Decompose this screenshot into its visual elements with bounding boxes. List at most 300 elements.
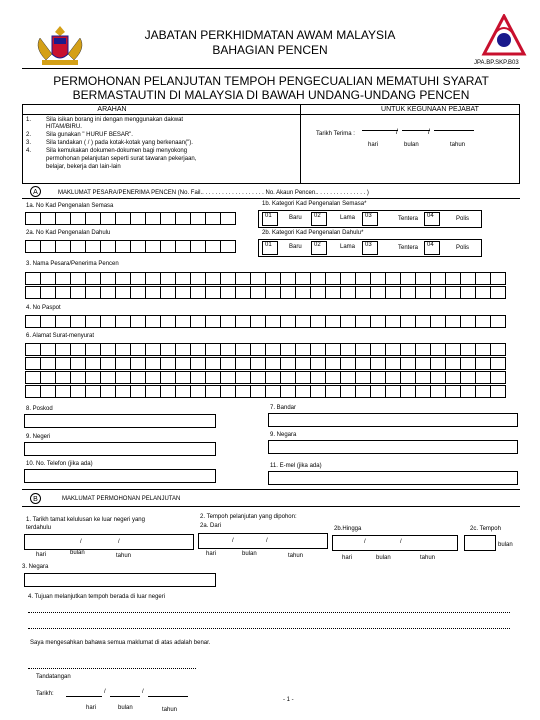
- section-b-rule: [22, 506, 520, 507]
- char-cell[interactable]: [130, 371, 146, 384]
- char-cell[interactable]: [385, 315, 401, 328]
- char-cell[interactable]: [415, 343, 431, 356]
- char-cell[interactable]: [100, 240, 116, 253]
- char-cell[interactable]: [370, 385, 386, 398]
- pensioner-name-row1[interactable]: [26, 272, 506, 285]
- char-cell[interactable]: [205, 240, 221, 253]
- char-cell[interactable]: [85, 385, 101, 398]
- char-cell[interactable]: [475, 272, 491, 285]
- char-cell[interactable]: [340, 385, 356, 398]
- char-cell[interactable]: [85, 315, 101, 328]
- char-cell[interactable]: [40, 357, 56, 370]
- char-cell[interactable]: [40, 385, 56, 398]
- char-cell[interactable]: [160, 357, 176, 370]
- char-cell[interactable]: [400, 357, 416, 370]
- char-cell[interactable]: [385, 286, 401, 299]
- char-cell[interactable]: [475, 286, 491, 299]
- char-cell[interactable]: [115, 240, 131, 253]
- char-cell[interactable]: [160, 272, 176, 285]
- char-cell[interactable]: [400, 385, 416, 398]
- char-cell[interactable]: [415, 272, 431, 285]
- char-cell[interactable]: [460, 385, 476, 398]
- char-cell[interactable]: [340, 343, 356, 356]
- char-cell[interactable]: [310, 343, 326, 356]
- char-cell[interactable]: [310, 286, 326, 299]
- char-cell[interactable]: [235, 357, 251, 370]
- char-cell[interactable]: [25, 315, 41, 328]
- char-cell[interactable]: [475, 343, 491, 356]
- char-cell[interactable]: [70, 343, 86, 356]
- char-cell[interactable]: [25, 343, 41, 356]
- char-cell[interactable]: [70, 371, 86, 384]
- char-cell[interactable]: [160, 371, 176, 384]
- char-cell[interactable]: [115, 315, 131, 328]
- char-cell[interactable]: [55, 212, 71, 225]
- char-cell[interactable]: [220, 385, 236, 398]
- char-cell[interactable]: [430, 286, 446, 299]
- prev-approval-expiry-date[interactable]: [24, 534, 194, 550]
- char-cell[interactable]: [235, 385, 251, 398]
- char-cell[interactable]: [460, 357, 476, 370]
- address-row1[interactable]: [26, 343, 506, 356]
- char-cell[interactable]: [85, 357, 101, 370]
- char-cell[interactable]: [325, 371, 341, 384]
- purpose-label: 4. Tujuan melanjutkan tempoh berada di luar negeri: [28, 594, 166, 600]
- extension-until-label: 2b.Hingga: [334, 526, 362, 532]
- received-year-field[interactable]: [434, 130, 474, 131]
- char-cell[interactable]: [445, 272, 461, 285]
- instruction-item: permohonan pelanjutan seperti surat tawaran pekerjaan,: [46, 156, 197, 162]
- char-cell[interactable]: [145, 343, 161, 356]
- char-cell[interactable]: [40, 212, 56, 225]
- char-cell[interactable]: [370, 371, 386, 384]
- phone-label: 10. No. Telefon (jika ada): [26, 461, 93, 467]
- char-cell[interactable]: [175, 272, 191, 285]
- char-cell[interactable]: [40, 240, 56, 253]
- char-cell[interactable]: [145, 315, 161, 328]
- char-cell[interactable]: [145, 371, 161, 384]
- char-cell[interactable]: [490, 272, 506, 285]
- char-cell[interactable]: [220, 371, 236, 384]
- char-cell[interactable]: [130, 357, 146, 370]
- char-cell[interactable]: [310, 315, 326, 328]
- char-cell[interactable]: [100, 385, 116, 398]
- char-cell[interactable]: [145, 272, 161, 285]
- char-cell[interactable]: [400, 371, 416, 384]
- extension-from-date[interactable]: [198, 533, 328, 549]
- purpose-line-2[interactable]: [28, 628, 510, 629]
- char-cell[interactable]: [400, 286, 416, 299]
- char-cell[interactable]: [310, 272, 326, 285]
- char-cell[interactable]: [145, 357, 161, 370]
- char-cell[interactable]: [415, 286, 431, 299]
- char-cell[interactable]: [250, 371, 266, 384]
- char-cell[interactable]: [115, 357, 131, 370]
- char-cell[interactable]: [295, 286, 311, 299]
- char-cell[interactable]: [175, 371, 191, 384]
- char-cell[interactable]: [430, 357, 446, 370]
- char-cell[interactable]: [175, 385, 191, 398]
- sign-date-month[interactable]: [110, 696, 140, 697]
- char-cell[interactable]: [430, 315, 446, 328]
- char-cell[interactable]: [70, 240, 86, 253]
- char-cell[interactable]: [220, 240, 236, 253]
- char-cell[interactable]: [280, 286, 296, 299]
- char-cell[interactable]: [175, 240, 191, 253]
- purpose-line-1[interactable]: [28, 612, 510, 613]
- char-cell[interactable]: [430, 371, 446, 384]
- pensioner-name-row2[interactable]: [26, 286, 506, 299]
- char-cell[interactable]: [130, 240, 146, 253]
- char-cell[interactable]: [280, 371, 296, 384]
- char-cell[interactable]: [310, 357, 326, 370]
- char-cell[interactable]: [115, 212, 131, 225]
- char-cell[interactable]: [235, 315, 251, 328]
- char-cell[interactable]: [445, 286, 461, 299]
- char-cell[interactable]: [475, 371, 491, 384]
- char-cell[interactable]: [55, 272, 71, 285]
- char-cell[interactable]: [160, 240, 176, 253]
- char-cell[interactable]: [205, 272, 221, 285]
- char-cell[interactable]: [160, 385, 176, 398]
- char-cell[interactable]: [70, 272, 86, 285]
- char-cell[interactable]: [190, 371, 206, 384]
- char-cell[interactable]: [55, 343, 71, 356]
- char-cell[interactable]: [25, 286, 41, 299]
- char-cell[interactable]: [130, 286, 146, 299]
- char-cell[interactable]: [70, 385, 86, 398]
- char-cell[interactable]: [475, 385, 491, 398]
- char-cell[interactable]: [295, 357, 311, 370]
- char-cell[interactable]: [130, 343, 146, 356]
- country-input[interactable]: [268, 440, 518, 454]
- char-cell[interactable]: [265, 315, 281, 328]
- char-cell[interactable]: [445, 371, 461, 384]
- char-cell[interactable]: [70, 212, 86, 225]
- char-cell[interactable]: [385, 343, 401, 356]
- char-cell[interactable]: [40, 315, 56, 328]
- char-cell[interactable]: [85, 240, 101, 253]
- char-cell[interactable]: [235, 371, 251, 384]
- char-cell[interactable]: [325, 385, 341, 398]
- destination-country-input[interactable]: [24, 573, 216, 587]
- char-cell[interactable]: [355, 286, 371, 299]
- category-lama-code[interactable]: 02: [311, 241, 327, 255]
- char-cell[interactable]: [400, 315, 416, 328]
- char-cell[interactable]: [250, 385, 266, 398]
- char-cell[interactable]: [355, 315, 371, 328]
- char-cell[interactable]: [85, 212, 101, 225]
- char-cell[interactable]: [70, 315, 86, 328]
- char-cell[interactable]: [40, 371, 56, 384]
- char-cell[interactable]: [325, 272, 341, 285]
- char-cell[interactable]: [250, 272, 266, 285]
- char-cell[interactable]: [130, 272, 146, 285]
- char-cell[interactable]: [190, 385, 206, 398]
- received-month-field[interactable]: [402, 130, 430, 131]
- char-cell[interactable]: [475, 357, 491, 370]
- char-cell[interactable]: [265, 286, 281, 299]
- address-row4[interactable]: [26, 385, 506, 398]
- char-cell[interactable]: [70, 357, 86, 370]
- char-cell[interactable]: [25, 240, 41, 253]
- char-cell[interactable]: [205, 343, 221, 356]
- char-cell[interactable]: [25, 212, 41, 225]
- char-cell[interactable]: [370, 357, 386, 370]
- char-cell[interactable]: [220, 343, 236, 356]
- char-cell[interactable]: [235, 272, 251, 285]
- char-cell[interactable]: [130, 212, 146, 225]
- phone-input[interactable]: [24, 469, 216, 483]
- char-cell[interactable]: [85, 371, 101, 384]
- current-ic-input[interactable]: [26, 212, 236, 225]
- char-cell[interactable]: [460, 286, 476, 299]
- char-cell[interactable]: [295, 315, 311, 328]
- char-cell[interactable]: [400, 343, 416, 356]
- char-cell[interactable]: [280, 385, 296, 398]
- char-cell[interactable]: [190, 212, 206, 225]
- char-cell[interactable]: [25, 357, 41, 370]
- char-cell[interactable]: [100, 315, 116, 328]
- char-cell[interactable]: [85, 272, 101, 285]
- category-baru-code[interactable]: 01: [262, 212, 278, 226]
- declaration-text: Saya mengesahkan bahawa semua maklumat di atas adalah benar.: [30, 640, 211, 646]
- char-cell[interactable]: [280, 343, 296, 356]
- char-cell[interactable]: [175, 286, 191, 299]
- char-cell[interactable]: [250, 286, 266, 299]
- char-cell[interactable]: [145, 212, 161, 225]
- category-tentera-code[interactable]: 03: [362, 212, 378, 226]
- char-cell[interactable]: [325, 343, 341, 356]
- section-b-rule-top: [22, 489, 520, 490]
- char-cell[interactable]: [265, 385, 281, 398]
- char-cell[interactable]: [430, 385, 446, 398]
- char-cell[interactable]: [85, 343, 101, 356]
- char-cell[interactable]: [175, 343, 191, 356]
- char-cell[interactable]: [25, 385, 41, 398]
- char-cell[interactable]: [25, 371, 41, 384]
- char-cell[interactable]: [490, 315, 506, 328]
- char-cell[interactable]: [460, 343, 476, 356]
- char-cell[interactable]: [100, 272, 116, 285]
- char-cell[interactable]: [55, 240, 71, 253]
- char-cell[interactable]: [160, 343, 176, 356]
- char-cell[interactable]: [40, 343, 56, 356]
- category-polis-code[interactable]: 04: [424, 212, 440, 226]
- char-cell[interactable]: [100, 212, 116, 225]
- category-polis-code[interactable]: 04: [424, 241, 440, 255]
- char-cell[interactable]: [490, 371, 506, 384]
- char-cell[interactable]: [55, 315, 71, 328]
- char-cell[interactable]: [460, 272, 476, 285]
- char-cell[interactable]: [280, 357, 296, 370]
- char-cell[interactable]: [145, 240, 161, 253]
- city-input[interactable]: [268, 413, 518, 427]
- char-cell[interactable]: [55, 385, 71, 398]
- char-cell[interactable]: [295, 385, 311, 398]
- char-cell[interactable]: [190, 357, 206, 370]
- char-cell[interactable]: [175, 315, 191, 328]
- section-a-heading: MAKLUMAT PESARA/PENERIMA PENCEN (No. Fail.. . . . . . . . . . . . . . . . . . . No. Akaun Pencen.. . . . . . . . . . . . . . . ): [58, 190, 369, 196]
- char-cell[interactable]: [445, 385, 461, 398]
- char-cell[interactable]: [205, 357, 221, 370]
- char-cell[interactable]: [340, 357, 356, 370]
- char-cell[interactable]: [190, 286, 206, 299]
- char-cell[interactable]: [445, 315, 461, 328]
- sign-date-year[interactable]: [148, 696, 188, 697]
- char-cell[interactable]: [100, 357, 116, 370]
- email-input[interactable]: [268, 471, 518, 485]
- char-cell[interactable]: [355, 343, 371, 356]
- postcode-input[interactable]: [24, 414, 216, 428]
- char-cell[interactable]: [40, 286, 56, 299]
- char-cell[interactable]: [415, 357, 431, 370]
- char-cell[interactable]: [490, 343, 506, 356]
- char-cell[interactable]: [85, 286, 101, 299]
- char-cell[interactable]: [325, 286, 341, 299]
- char-cell[interactable]: [190, 315, 206, 328]
- char-cell[interactable]: [370, 272, 386, 285]
- char-cell[interactable]: [250, 343, 266, 356]
- char-cell[interactable]: [430, 343, 446, 356]
- char-cell[interactable]: [295, 343, 311, 356]
- char-cell[interactable]: [445, 343, 461, 356]
- char-cell[interactable]: [100, 371, 116, 384]
- category-baru-code[interactable]: 01: [262, 241, 278, 255]
- form-reference: JPA.BP.SKP.B03: [474, 60, 519, 66]
- received-day-field[interactable]: [362, 130, 398, 131]
- extension-until-date[interactable]: [332, 535, 458, 551]
- char-cell[interactable]: [490, 385, 506, 398]
- signature-line[interactable]: [28, 668, 196, 669]
- char-cell[interactable]: [205, 371, 221, 384]
- received-date-slash: /: [428, 129, 430, 136]
- char-cell[interactable]: [460, 371, 476, 384]
- char-cell[interactable]: [265, 272, 281, 285]
- category-lama-code[interactable]: 02: [311, 212, 327, 226]
- char-cell[interactable]: [205, 385, 221, 398]
- char-cell[interactable]: [385, 371, 401, 384]
- char-cell[interactable]: [475, 315, 491, 328]
- char-cell[interactable]: [100, 343, 116, 356]
- char-cell[interactable]: [220, 357, 236, 370]
- char-cell[interactable]: [430, 272, 446, 285]
- char-cell[interactable]: [70, 286, 86, 299]
- char-cell[interactable]: [310, 385, 326, 398]
- state-input[interactable]: [24, 442, 216, 456]
- char-cell[interactable]: [235, 343, 251, 356]
- char-cell[interactable]: [250, 357, 266, 370]
- char-cell[interactable]: [235, 286, 251, 299]
- char-cell[interactable]: [265, 371, 281, 384]
- char-cell[interactable]: [205, 315, 221, 328]
- char-cell[interactable]: [340, 371, 356, 384]
- char-cell[interactable]: [160, 212, 176, 225]
- char-cell[interactable]: [355, 357, 371, 370]
- char-cell[interactable]: [340, 315, 356, 328]
- char-cell[interactable]: [400, 272, 416, 285]
- char-cell[interactable]: [115, 272, 131, 285]
- char-cell[interactable]: [355, 371, 371, 384]
- char-cell[interactable]: [490, 357, 506, 370]
- char-cell[interactable]: [250, 315, 266, 328]
- char-cell[interactable]: [175, 357, 191, 370]
- char-cell[interactable]: [190, 272, 206, 285]
- char-cell[interactable]: [325, 357, 341, 370]
- passport-input[interactable]: [26, 315, 506, 328]
- char-cell[interactable]: [370, 315, 386, 328]
- sign-date-day[interactable]: [66, 696, 102, 697]
- char-cell[interactable]: [115, 343, 131, 356]
- char-cell[interactable]: [460, 315, 476, 328]
- char-cell[interactable]: [160, 286, 176, 299]
- char-cell[interactable]: [220, 212, 236, 225]
- char-cell[interactable]: [355, 272, 371, 285]
- char-cell[interactable]: [325, 315, 341, 328]
- char-cell[interactable]: [220, 315, 236, 328]
- char-cell[interactable]: [295, 272, 311, 285]
- char-cell[interactable]: [340, 286, 356, 299]
- char-cell[interactable]: [130, 315, 146, 328]
- char-cell[interactable]: [265, 343, 281, 356]
- char-cell[interactable]: [220, 272, 236, 285]
- char-cell[interactable]: [385, 385, 401, 398]
- char-cell[interactable]: [490, 286, 506, 299]
- char-cell[interactable]: [385, 272, 401, 285]
- char-cell[interactable]: [220, 286, 236, 299]
- category-tentera-code[interactable]: 03: [362, 241, 378, 255]
- char-cell[interactable]: [385, 357, 401, 370]
- char-cell[interactable]: [445, 357, 461, 370]
- char-cell[interactable]: [115, 371, 131, 384]
- char-cell[interactable]: [370, 343, 386, 356]
- char-cell[interactable]: [175, 212, 191, 225]
- previous-ic-input[interactable]: [26, 240, 236, 253]
- char-cell[interactable]: [145, 286, 161, 299]
- char-cell[interactable]: [40, 272, 56, 285]
- char-cell[interactable]: [25, 272, 41, 285]
- char-cell[interactable]: [280, 315, 296, 328]
- char-cell[interactable]: [100, 286, 116, 299]
- char-cell[interactable]: [130, 385, 146, 398]
- char-cell[interactable]: [55, 371, 71, 384]
- char-cell[interactable]: [265, 357, 281, 370]
- char-cell[interactable]: [295, 371, 311, 384]
- char-cell[interactable]: [415, 315, 431, 328]
- char-cell[interactable]: [190, 240, 206, 253]
- char-cell[interactable]: [310, 371, 326, 384]
- char-cell[interactable]: [205, 286, 221, 299]
- char-cell[interactable]: [160, 315, 176, 328]
- char-cell[interactable]: [115, 286, 131, 299]
- char-cell[interactable]: [370, 286, 386, 299]
- address-row3[interactable]: [26, 371, 506, 384]
- char-cell[interactable]: [415, 371, 431, 384]
- char-cell[interactable]: [190, 343, 206, 356]
- address-row2[interactable]: [26, 357, 506, 370]
- char-cell[interactable]: [55, 286, 71, 299]
- char-cell[interactable]: [145, 385, 161, 398]
- extension-duration-input[interactable]: [464, 535, 496, 551]
- char-cell[interactable]: [280, 272, 296, 285]
- char-cell[interactable]: [115, 385, 131, 398]
- char-cell[interactable]: [55, 357, 71, 370]
- char-cell[interactable]: [340, 272, 356, 285]
- char-cell[interactable]: [205, 212, 221, 225]
- category-lama-label: Lama: [340, 244, 356, 250]
- char-cell[interactable]: [355, 385, 371, 398]
- char-cell[interactable]: [415, 385, 431, 398]
